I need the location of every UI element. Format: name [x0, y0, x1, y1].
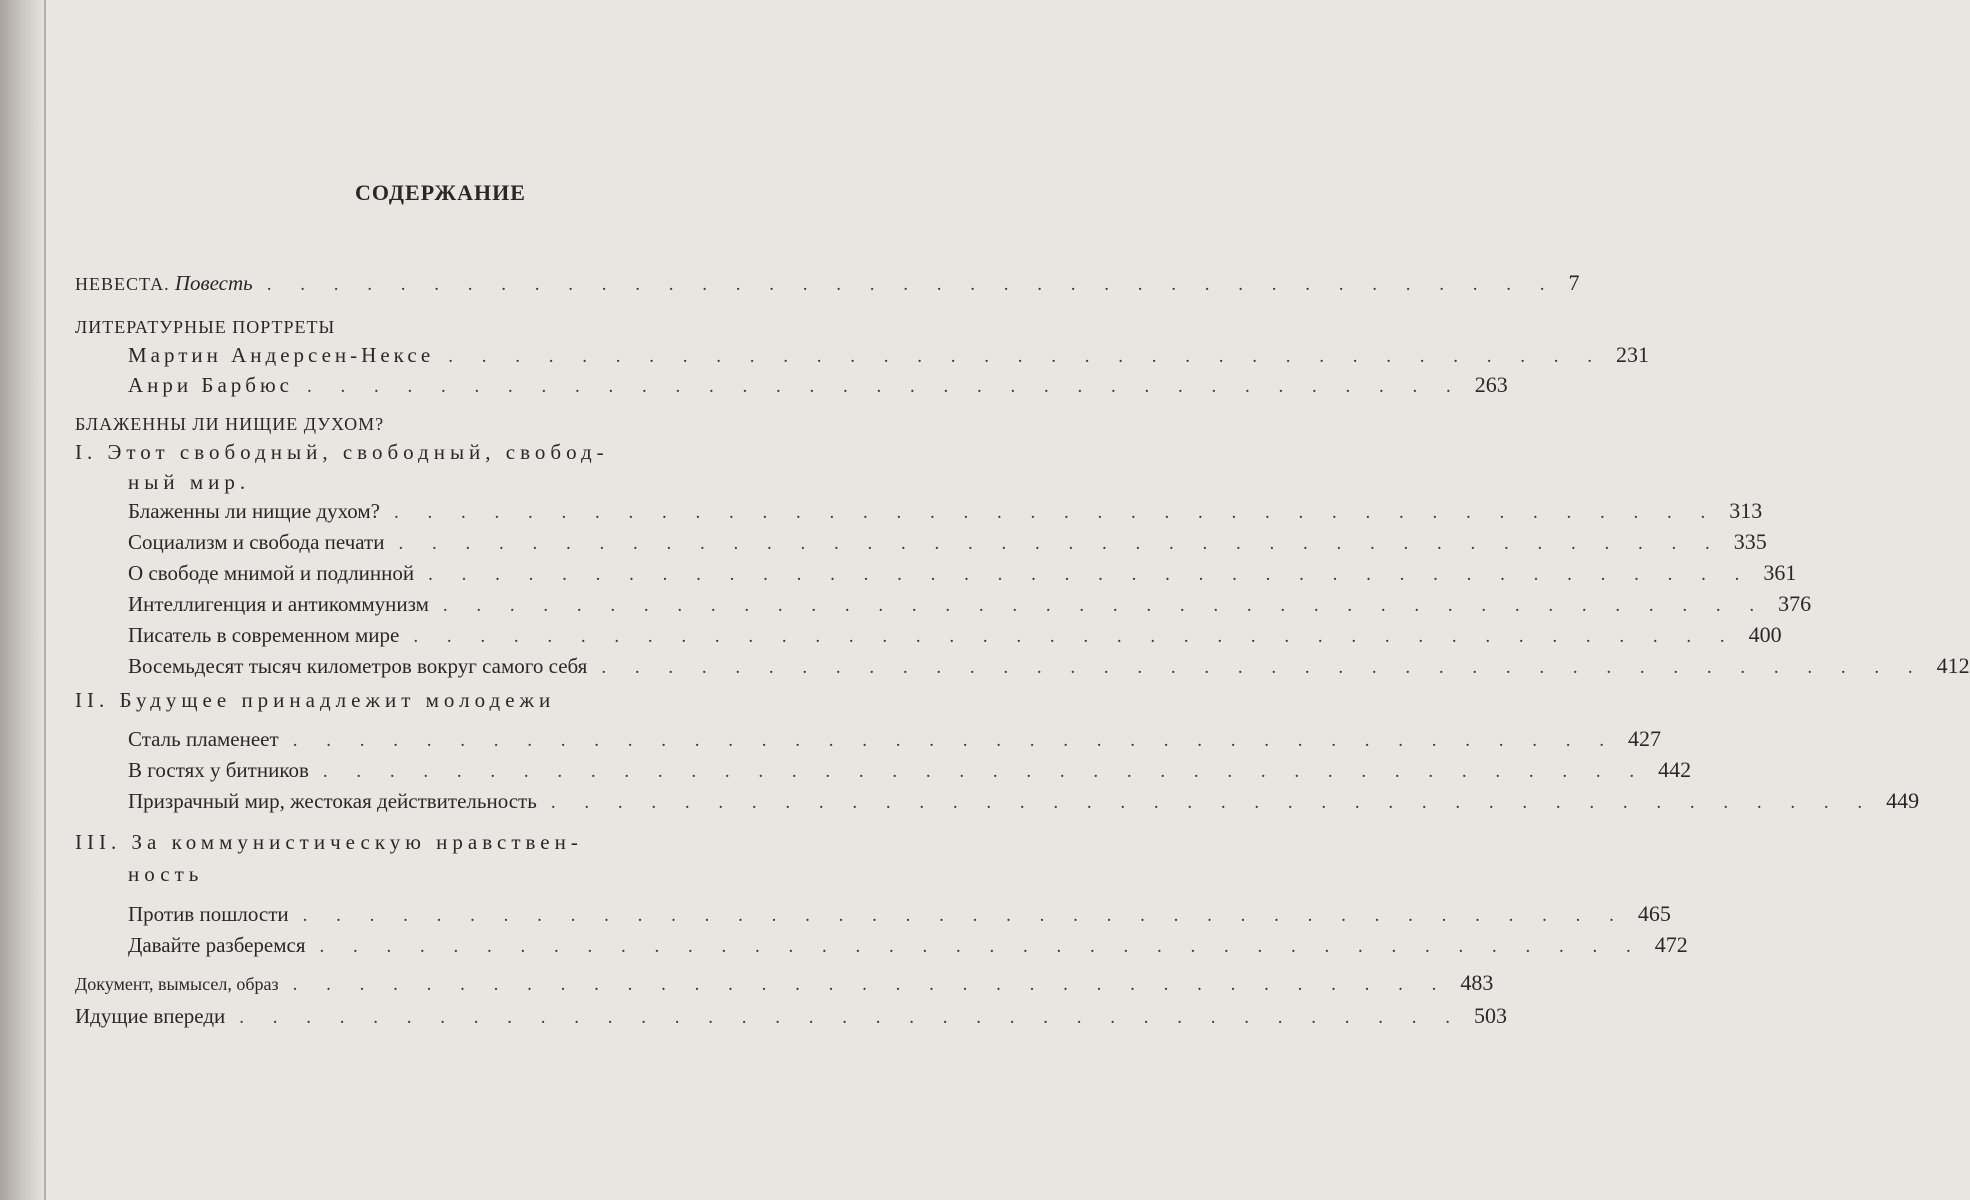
dot-leader: . . . . . . . . . . . . . . . . . . . . . . . . . . . . . . . . . . . . . . . .	[319, 936, 1643, 957]
toc-entry	[128, 788, 1920, 814]
page-number: 313	[1729, 498, 1763, 523]
entry-title: Восемьдесят тысяч километров вокруг самого себя	[128, 654, 588, 678]
dot-leader: . . . . . . . . . . . . . . . . . . . . . . . . . . . . . . . . . . . . .	[239, 1007, 1463, 1028]
toc-entry	[128, 560, 1797, 586]
dot-leader: . . . . . . . . . . . . . . . . . . . . . . . . . . . . . . . . . . . . . . . .	[302, 905, 1626, 926]
dot-leader: . . . . . . . . . . . . . . . . . . . . . . . . . . . . . . . . . . . . . . . .	[292, 730, 1616, 751]
toc-entry-nevesta	[75, 270, 1580, 296]
dot-leader: . . . . . . . . . . . . . . . . . . . . . . . . . . . . . . . . . . .	[448, 346, 1604, 367]
page-number: 472	[1654, 932, 1688, 957]
page-number: 7	[1568, 270, 1580, 295]
entry-title: Документ, вымысел, образ	[75, 974, 279, 994]
dot-leader: . . . . . . . . . . . . . . . . . . . . . . . . . . . . . . . . . . . . . . . .	[394, 502, 1718, 523]
entry-title: В гостях у битников	[128, 758, 309, 782]
page-number: 483	[1460, 970, 1494, 995]
dot-leader: . . . . . . . . . . . . . . . . . . . . . . . . . . . . . . . . . . . . . . . .	[428, 564, 1752, 585]
entry-subtitle: Повесть	[174, 271, 253, 295]
page-number: 335	[1733, 529, 1767, 554]
page-number: 412	[1936, 653, 1970, 678]
section-heading-portraits: ЛИТЕРАТУРНЫЕ ПОРТРЕТЫ	[75, 317, 336, 337]
page-number: 503	[1474, 1003, 1508, 1028]
toc-entry	[128, 653, 1970, 679]
entry-title: Мартин Андерсен-Нексе	[128, 343, 435, 367]
toc-entry	[128, 932, 1688, 958]
page-number: 263	[1474, 372, 1508, 397]
toc-entry-document	[75, 970, 1494, 996]
part-3-heading-line2: ность	[128, 862, 204, 886]
part-1-heading-line1: I. Этот свободный, свободный, свобод-	[75, 440, 609, 464]
page-number: 427	[1627, 726, 1661, 751]
entry-title: Блаженны ли нищие духом?	[128, 499, 380, 523]
page-number: 376	[1778, 591, 1812, 616]
dot-leader: . . . . . . . . . . . . . . . . . . . . . . . . . . . . . . . . . . . . . . . .	[550, 792, 1875, 813]
entry-title: Давайте разберемся	[128, 933, 306, 957]
part-2-heading: II. Будущее принадлежит молодежи	[75, 688, 556, 712]
page-number: 449	[1886, 788, 1920, 813]
entry-title: Анри Барбюс	[128, 373, 293, 397]
entry-title: Против пошлости	[128, 902, 289, 926]
page-number: 400	[1748, 622, 1782, 647]
entry-title: Идущие впереди	[75, 1004, 226, 1028]
page-edge	[44, 0, 46, 1200]
entry-title: Интеллигенция и антикоммунизм	[128, 592, 429, 616]
toc-entry	[128, 591, 1812, 617]
dot-leader: . . . . . . . . . . . . . . . . . . . . . . . . . . . . . . . . . . . . . . . .	[413, 626, 1737, 647]
toc-entry	[128, 726, 1661, 752]
dot-leader: . . . . . . . . . . . . . . . . . . . . . . . . . . . . . . . . . . . . . . .	[266, 274, 1557, 295]
toc-entry-nexo	[128, 342, 1649, 368]
entry-title: Сталь пламенеет	[128, 727, 279, 751]
entry-title: НЕВЕСТА.	[75, 274, 170, 294]
book-binding-shadow	[0, 0, 48, 1200]
page-number: 231	[1615, 342, 1649, 367]
toc-entry	[128, 757, 1692, 783]
toc-entry-barbusse	[128, 372, 1508, 398]
toc-entry	[128, 529, 1767, 555]
entry-title: Социализм и свобода печати	[128, 530, 385, 554]
toc-entry	[128, 901, 1671, 927]
dot-leader: . . . . . . . . . . . . . . . . . . . . . . . . . . . . . . . . . . . . . . . .	[442, 595, 1767, 616]
contents-page	[50, 0, 1970, 1200]
entry-title: Писатель в современном мире	[128, 623, 400, 647]
part-1-heading-line2: ный мир.	[128, 470, 251, 494]
toc-entry-ahead	[75, 1003, 1508, 1029]
dot-leader: . . . . . . . . . . . . . . . . . . . . . . . . . . . . . . . . . . . . . . . .	[398, 533, 1722, 554]
section-heading-blessed: БЛАЖЕННЫ ЛИ НИЩИЕ ДУХОМ?	[75, 414, 385, 434]
toc-entry	[128, 498, 1763, 524]
page-title: СОДЕРЖАНИЕ	[355, 180, 526, 205]
entry-title: О свободе мнимой и подлинной	[128, 561, 415, 585]
dot-leader: . . . . . . . . . . . . . . . . . . . . . . . . . . . . . . . . . . .	[292, 974, 1449, 995]
dot-leader: . . . . . . . . . . . . . . . . . . . . . . . . . . . . . . . . . . .	[306, 376, 1463, 397]
page-number: 442	[1658, 757, 1692, 782]
toc-entry	[128, 622, 1782, 648]
page-number: 361	[1763, 560, 1797, 585]
dot-leader: . . . . . . . . . . . . . . . . . . . . . . . . . . . . . . . . . . . . . . . .	[601, 657, 1925, 678]
entry-title: Призрачный мир, жестокая действительность	[128, 789, 537, 813]
dot-leader: . . . . . . . . . . . . . . . . . . . . . . . . . . . . . . . . . . . . . . . .	[322, 761, 1647, 782]
part-3-heading-line1: III. За коммунистическую нравствен-	[75, 830, 583, 854]
page-number: 465	[1637, 901, 1671, 926]
